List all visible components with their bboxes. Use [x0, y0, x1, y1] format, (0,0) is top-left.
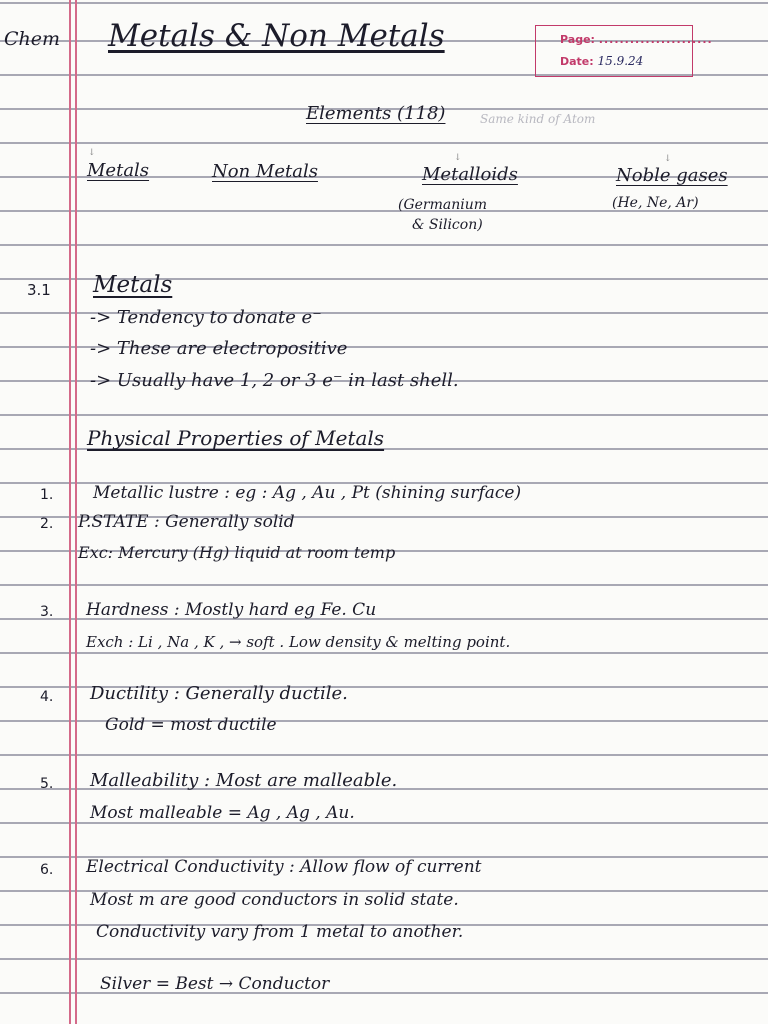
- metalloid-example: (Germanium: [398, 197, 488, 213]
- closing-line: Silver = Best → Conductor: [100, 974, 330, 994]
- metalloid-example: & Silicon): [412, 217, 483, 233]
- page-label: Page:: [560, 33, 595, 46]
- property-line: P.STATE : Generally solid: [78, 512, 295, 532]
- branch-metals: Metals: [87, 160, 150, 181]
- margin-line: [69, 0, 71, 1024]
- item-number: 4.: [40, 689, 54, 705]
- property-line: Conductivity vary from 1 metal to another.: [96, 922, 464, 942]
- date-value: 15.9.24: [597, 54, 644, 68]
- property-line: Electrical Conductivity : Allow flow of current: [86, 857, 482, 877]
- branch-arrow-icon: ↓: [664, 154, 672, 164]
- page-date-stamp: Page: ...................... Date: 15.9.24: [535, 25, 693, 77]
- metals-point: -> These are electropositive: [90, 338, 348, 359]
- item-number: 3.: [40, 604, 54, 620]
- branch-non-metals: Non Metals: [212, 161, 318, 182]
- elements-note: Same kind of Atom: [480, 112, 596, 126]
- physical-properties-heading: Physical Properties of Metals: [87, 426, 385, 450]
- branch-arrow-icon: ↓: [88, 148, 96, 158]
- branch-metalloids: Metalloids: [422, 164, 518, 185]
- property-line: Metallic lustre : eg : Ag , Au , Pt (shining surface): [93, 483, 522, 503]
- property-line: Most malleable = Ag , Ag , Au.: [90, 803, 355, 823]
- subject-label: Chem: [4, 28, 61, 50]
- property-line: Exc: Mercury (Hg) liquid at room temp: [78, 543, 396, 562]
- elements-root: Elements (118): [306, 103, 446, 124]
- property-line: Exch : Li , Na , K , → soft . Low density & melting point.: [86, 633, 511, 651]
- item-number: 2.: [40, 516, 54, 532]
- item-number: 6.: [40, 862, 54, 878]
- property-line: Hardness : Mostly hard eg Fe. Cu: [86, 600, 377, 620]
- metals-heading: Metals: [93, 272, 173, 298]
- item-number: 1.: [40, 487, 54, 503]
- property-line: Malleability : Most are malleable.: [90, 770, 398, 791]
- noble-example: (He, Ne, Ar): [612, 195, 699, 211]
- metals-point: -> Tendency to donate e⁻: [90, 307, 322, 328]
- section-number: 3.1: [27, 281, 51, 299]
- branch-arrow-icon: ↓: [454, 153, 462, 163]
- margin-line: [75, 0, 77, 1024]
- page-title: Metals & Non Metals: [108, 18, 445, 54]
- metals-point: -> Usually have 1, 2 or 3 e⁻ in last shell.: [90, 370, 459, 391]
- property-line: Ductility : Generally ductile.: [90, 683, 348, 704]
- date-label: Date:: [560, 55, 594, 68]
- property-line: Gold = most ductile: [105, 715, 277, 735]
- branch-noble-gases: Noble gases: [616, 165, 728, 186]
- property-line: Most m are good conductors in solid state.: [90, 890, 459, 910]
- item-number: 5.: [40, 776, 54, 792]
